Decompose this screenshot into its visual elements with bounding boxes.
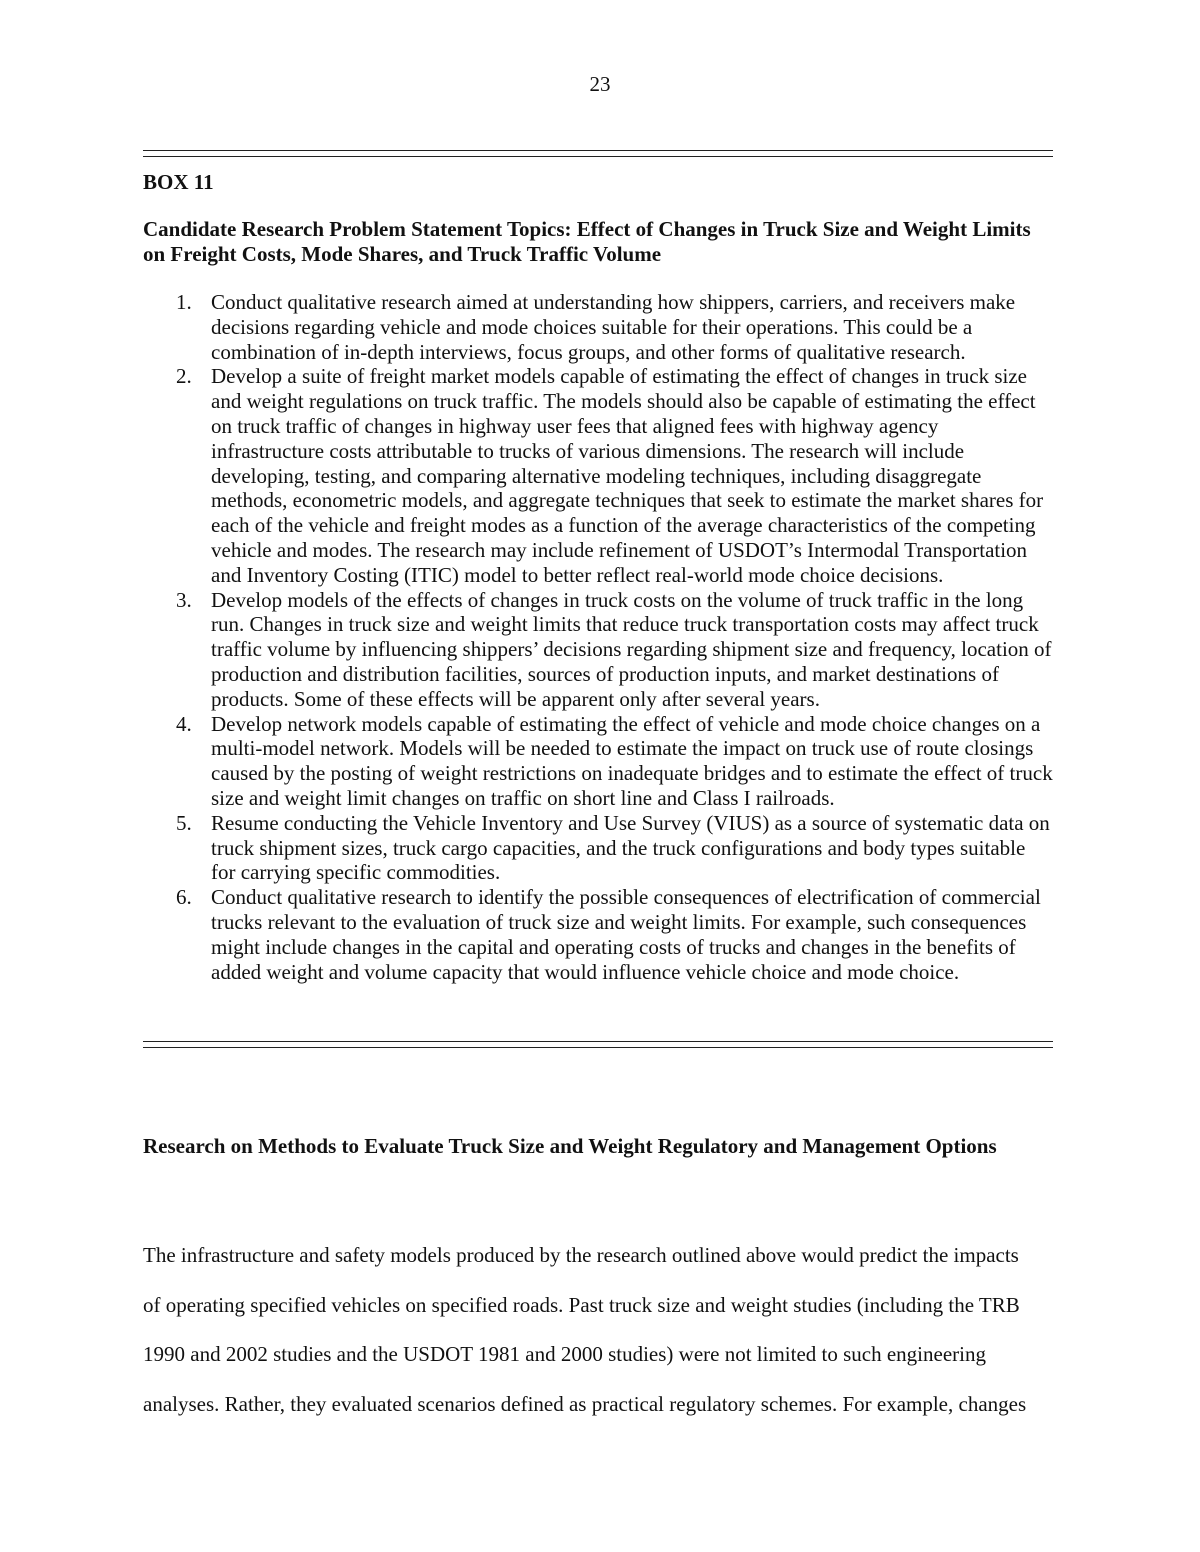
list-item-text: Develop network models capable of estimating the effect of vehicle and mode choice changes on a multi-model network. Models will be needed to estimate the impact on truck use of route closings caused by the posting of weight restrictions on inadequate bridges and to estimate the effect of truck size and weight limit changes on traffic on short line and Class I railroads. xyxy=(211,711,1053,810)
box-label: BOX 11 xyxy=(143,170,214,194)
list-item xyxy=(143,588,1055,712)
list-item xyxy=(143,290,1055,364)
list-item-number: 6. xyxy=(176,885,192,910)
box-title: Candidate Research Problem Statement Topics: Effect of Changes in Truck Size and Weight Limits on Freight Costs, Mode Shares, and Truck Traffic Volume xyxy=(143,217,1031,266)
paragraph-line: analyses. Rather, they evaluated scenarios defined as practical regulatory schemes. For example, changes xyxy=(143,1391,1027,1416)
list-item-text: Resume conducting the Vehicle Inventory and Use Survey (VIUS) as a source of systematic data on truck shipment sizes, truck cargo capacities, and the truck configurations and body types suitable for carrying specific commodities. xyxy=(211,810,1050,885)
list-item xyxy=(143,364,1055,587)
paragraph-line: of operating specified vehicles on specified roads. Past truck size and weight studies (including the TRB xyxy=(143,1292,1020,1317)
list-item-text: Conduct qualitative research aimed at understanding how shippers, carriers, and receivers make decisions regarding vehicle and mode choices suitable for their operations. This could be a combination of in-depth interviews, focus groups, and other forms of qualitative research. xyxy=(211,290,1016,364)
list-item-number: 5. xyxy=(176,810,192,835)
list-item-number: 3. xyxy=(176,587,192,612)
research-topic-list xyxy=(143,290,1055,984)
paragraph-line: 1990 and 2002 studies and the USDOT 1981 and 2000 studies) were not limited to such engineering xyxy=(143,1342,986,1367)
section-heading: Research on Methods to Evaluate Truck Size and Weight Regulatory and Management Options xyxy=(143,1134,997,1158)
list-item-text: Develop a suite of freight market models capable of estimating the effect of changes in truck size and weight regulations on truck traffic. The models should also be capable of estimating the effect on truck traffic of changes in highway user fees that aligned fees with highway agency infrastructure costs attributable to trucks of various dimensions. The research will include developing, testing, and comparing alternative modeling techniques, including disaggregate methods, econometric models, and aggregate techniques that seek to estimate the market shares for each of the vehicle and freight modes as a function of the average characteristics of the competing vehicle and modes. The research may include refinement of USDOT’s Intermodal Transportation and Inventory Costing (ITIC) model to better reflect real-world mode choice decisions. xyxy=(211,364,1044,587)
paragraph-line: The infrastructure and safety models produced by the research outlined above would predict the impacts xyxy=(143,1243,1019,1267)
list-item-text: Develop models of the effects of changes in truck costs on the volume of truck traffic in the long run. Changes in truck size and weight limits that reduce truck transportation costs may affect truck traffic volume by influencing shippers’ decisions regarding shipment size and frequency, location of production and distribution facilities, sources of production inputs, and market destinations of products. Some of these effects will be apparent only after several years. xyxy=(211,587,1052,711)
list-item-number: 4. xyxy=(176,711,192,736)
list-item-number: 2. xyxy=(176,364,192,389)
list-item-text: Conduct qualitative research to identify the possible consequences of electrification of commercial trucks relevant to the evaluation of truck size and weight limits. For example, such consequences might include changes in the capital and operating costs of trucks and changes in the benefits of added weight and volume capacity that would influence vehicle choice and mode choice. xyxy=(211,885,1041,984)
list-item xyxy=(143,712,1055,811)
body-paragraph xyxy=(143,1231,1055,1429)
box-bottom-rule xyxy=(143,1041,1053,1048)
page-number: 23 xyxy=(589,72,611,96)
list-item-number: 1. xyxy=(176,290,192,314)
list-item xyxy=(143,811,1055,885)
list-item xyxy=(143,885,1055,984)
box-top-rule xyxy=(143,150,1053,157)
